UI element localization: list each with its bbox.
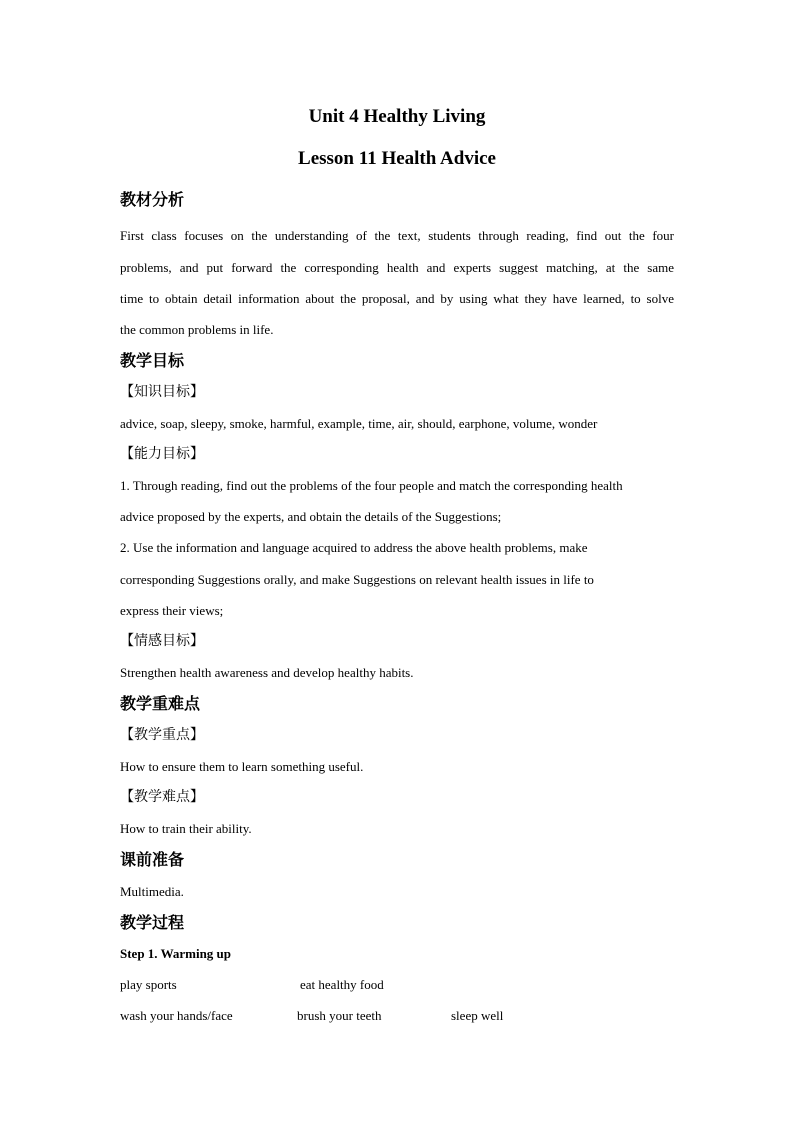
warmup-phrase: eat healthy food <box>300 977 384 992</box>
emotion-goal-label: 【情感目标】 <box>120 633 204 649</box>
knowledge-goal-label: 【知识目标】 <box>120 384 204 400</box>
preparation-text: Multimedia. <box>120 884 184 899</box>
focus-label: 【教学重点】 <box>120 727 204 743</box>
paragraph-line: time to obtain detail information about the proposal, and by using what they have learned, to solve <box>120 291 674 306</box>
paragraph-line: the common problems in life. <box>120 322 274 337</box>
difficulty-label: 【教学难点】 <box>120 789 204 805</box>
paragraph-line: problems, and put forward the corresponding health and experts suggest matching, at the same <box>120 260 674 275</box>
ability-goal-line: express their views; <box>120 603 224 618</box>
section-heading-objectives: 教学目标 <box>120 351 185 370</box>
ability-goal-line: corresponding Suggestions orally, and make Suggestions on relevant health issues in life to <box>120 572 594 587</box>
step-1-heading: Step 1. Warming up <box>120 946 232 961</box>
warmup-phrase: brush your teeth <box>297 1008 382 1023</box>
knowledge-goal-text: advice, soap, sleepy, smoke, harmful, example, time, air, should, earphone, volume, wonder <box>120 416 598 431</box>
emotion-goal-text: Strengthen health awareness and develop healthy habits. <box>120 665 414 680</box>
section-heading-key-points: 教学重难点 <box>120 694 201 713</box>
paragraph-line: First class focuses on the understanding of the text, students through reading, find out the four <box>120 228 674 243</box>
lesson-title: Lesson 11 Health Advice <box>298 148 496 169</box>
difficulty-text: How to train their ability. <box>120 821 252 836</box>
ability-goal-line: 2. Use the information and language acquired to address the above health problems, make <box>120 540 588 555</box>
warmup-phrase: wash your hands/face <box>120 1008 233 1023</box>
document-title: Unit 4 Healthy Living <box>308 106 486 127</box>
section-heading-preparation: 课前准备 <box>120 850 185 869</box>
ability-goal-label: 【能力目标】 <box>120 446 204 462</box>
section-heading-process: 教学过程 <box>120 913 185 932</box>
warmup-phrase: sleep well <box>451 1008 504 1023</box>
warmup-phrase: play sports <box>120 977 177 992</box>
focus-text: How to ensure them to learn something useful. <box>120 759 364 774</box>
ability-goal-line: 1. Through reading, find out the problems of the four people and match the corresponding health <box>120 478 623 493</box>
section-heading-analysis: 教材分析 <box>120 190 185 209</box>
ability-goal-line: advice proposed by the experts, and obtain the details of the Suggestions; <box>120 509 502 524</box>
